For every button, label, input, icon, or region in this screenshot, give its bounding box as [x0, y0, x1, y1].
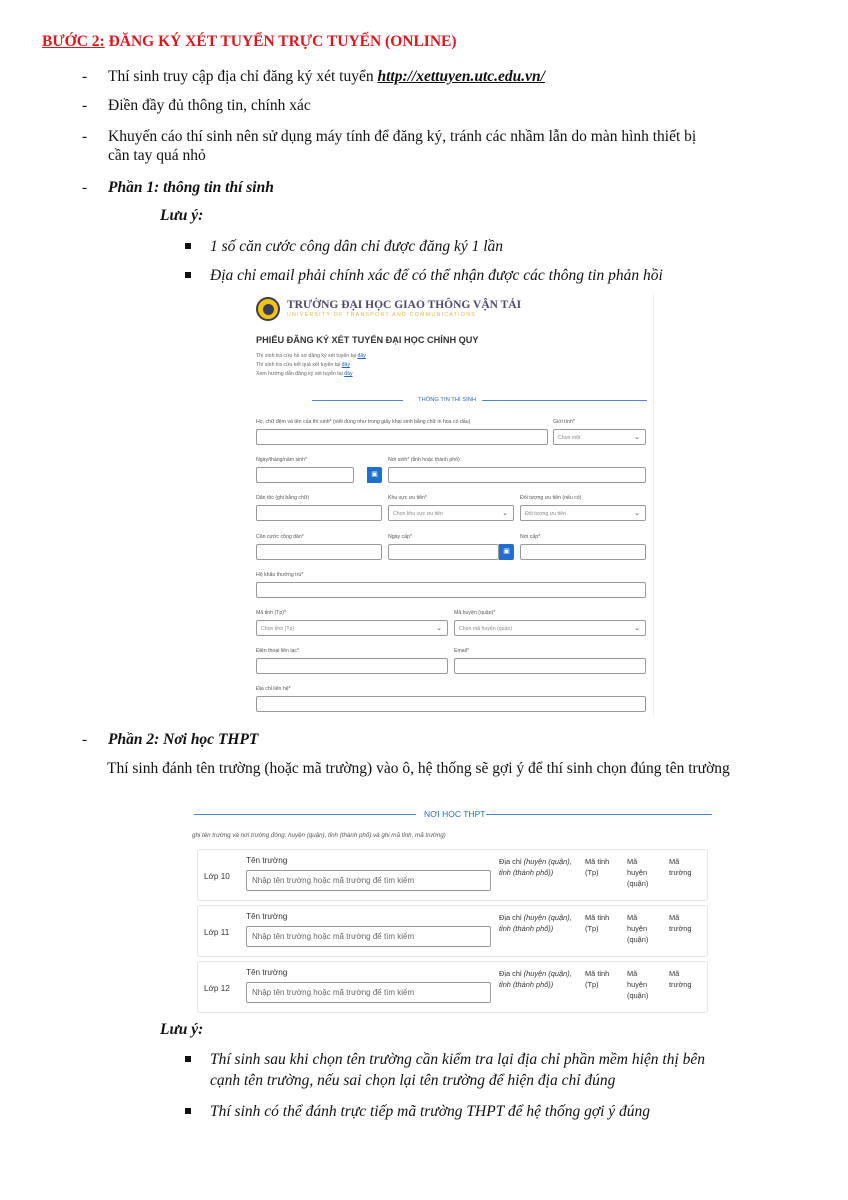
school-name-label: Tên trường [246, 856, 288, 865]
grade-label: Lớp 12 [204, 984, 230, 993]
school-search-input[interactable]: Nhập tên trường hoặc mã trường để tìm kiếm [246, 926, 491, 947]
school-search-input[interactable]: Nhập tên trường hoặc mã trường để tìm kiếm [246, 982, 491, 1003]
school-code-header [669, 856, 692, 878]
dob-input[interactable] [256, 467, 354, 483]
address-note: (huyện (quận), [523, 969, 572, 978]
square-bullet-icon [185, 243, 191, 249]
district-label: Mã huyện (quận)* [454, 610, 496, 616]
address-header [499, 912, 572, 934]
district-code-header [627, 968, 648, 1001]
address-label: Địa chỉ [499, 969, 522, 978]
school-code-label: Mã [669, 857, 680, 866]
chevron-down-icon: ⌄ [436, 625, 442, 632]
school-code-sub: trường [669, 980, 692, 989]
address-label: Địa chỉ [499, 913, 522, 922]
school-hint: ghi tên trường và nơi trường đóng: huyện (quận), tỉnh (thành phố) và ghi mã tỉnh, mã trường) [192, 832, 446, 839]
province-select[interactable] [256, 620, 448, 636]
section-divider [482, 400, 647, 401]
form-title: PHIẾU ĐĂNG KÝ XÉT TUYỂN ĐẠI HỌC CHÍNH QUY [256, 335, 479, 345]
issue-date-label: Ngày cấp* [388, 534, 412, 540]
gender-label: Giới tính* [553, 419, 575, 425]
province-label: Mã tỉnh (Tp)* [256, 610, 286, 616]
note2-item2-text: Thí sinh có thể đánh trực tiếp mã trường THPT để hệ thống gợi ý đúng [210, 1103, 651, 1120]
district-select-value: Chọn mã huyện (quận) [459, 626, 513, 632]
birthplace-input[interactable] [388, 467, 646, 483]
lookup-profile-link[interactable]: đây [357, 353, 366, 359]
lookup-result-text: Thí sinh tra cứu kết quả xét tuyển tại [256, 362, 341, 368]
square-bullet-icon [185, 1108, 191, 1114]
note2-title: Lưu ý: [160, 1021, 204, 1038]
step-label: BƯỚC 2: [42, 33, 105, 50]
school-code-sub: trường [669, 868, 692, 877]
document-page: BƯỚC 2: ĐĂNG KÝ XÉT TUYỂN TRỰC TUYẾN (ONLINE) - Thí sinh truy cập địa chỉ đăng ký xét tuyển http://xettuyen.utc.edu.vn/ - Điền đầy đủ thông tin, chính xác - Khuyến cáo thí sinh nên sử dụng máy tính để đăng ký, tránh các nhầm lẫn do màn hình thiết bị cần tay quá nhỏ - Phần 1: thông tin thí sinh Lưu ý: 1 số căn cước công dân chỉ được đăng ký 1 lần Địa chỉ email phải chính xác để có thể nhận được các thông tin phản hồi TRƯỜNG ĐẠI HỌC GIAO THÔNG VẬN TẢI UNIVERSITY OF TRANSPORT AND COMMUNICATIONS PHIẾU ĐĂNG KÝ XÉT TUYỂN ĐẠI HỌC CHÍNH QUY Thí sinh tra cứu hồ sơ đăng ký xét tuyển tại đây Thí sinh tra cứu kết quả xét tuyển tại đây Xem hướng dẫn đăng ký xét tuyển tại đây THÔNG TIN THÍ SINH Họ, chữ đệm và tên của thí sinh* (viết đúng như trong giấy khai sinh bằng chữ in hoa có dấu) Giới tính* Chọn một ⌄ Ngày/tháng/năm sinh* ▣ Nơi sinh* (tỉnh hoặc thành phố) Dân tộc (ghi bằng chữ) Khu vực ưu tiên* Chọn khu vực ưu tiên ⌄ Đối tượng ưu tiên (nếu có) Đối tượng ưu tiên ⌄ Căn cước công dân* Ngày cấp* ▣ Nơi cấp* Hộ khẩu thường trú* Mã tỉnh (Tp)* Chọn tỉnh (Tp) ⌄ Mã huyện (quận)* Chọn mã huyện (quận) ⌄ Điện thoại liên lạc* Email* Địa chỉ liên hệ* - Phần 2: Nơi học THPT Thí sinh đánh tên trường (hoặc mã trường) vào ô, hệ thống sẽ gợi ý để thí sinh chọn đúng tên trường NƠI HỌC THPT ghi tên trường và nơi trường đóng: huyện (quận), tỉnh (thành phố) và ghi mã tỉnh, mã trường) Lớp 10 Tên trường Nhập tên trường hoặc mã trường để tìm kiếm Địa chỉ (huyện (quận), tỉnh (thành phố)) Mã tỉnh (Tp) Mã huyện (quận) Mã trường Lớp 11 Tên trường Nhập tên trường hoặc mã trường để tìm kiếm Địa chỉ (huyện (quận), tỉnh (thành phố)) Mã tỉnh (Tp) Mã huyện (quận) Mã trường Lớp 12 Tên trường Nhập tên trường hoặc mã trường để tìm kiếm Địa chỉ (huyện (quận), tỉnh (thành phố)) Mã tỉnh (Tp) Mã huyện (quận) Mã trường Lưu ý: Thí sinh sau khi chọn tên trường cần kiểm tra lại địa chỉ phần mềm hiện thị bên cạnh tên trường, nếu sai chọn lại tên trường để hiện địa chỉ đúng Thí sinh có thể đánh trực tiếp mã trường THPT để hệ thống gợi ý đúng [0, 0, 848, 1200]
address-header [499, 968, 572, 990]
school-instruction: Thí sinh đánh tên trường (hoặc mã trường) vào ô, hệ thống sẽ gợi ý để thí sinh chọn đúng tên trường [107, 760, 730, 777]
ethnicity-label: Dân tộc (ghi bằng chữ) [256, 495, 310, 501]
note1-item-text: 1 số căn cước công dân chỉ được đăng ký 1 lần [210, 238, 504, 255]
district-code-sub-2: (quận) [627, 991, 649, 1000]
note2-item1-line1: Thí sinh sau khi chọn tên trường cần kiểm tra lại địa chỉ phần mềm hiện thị bên [210, 1051, 706, 1068]
province-code-sub: (Tp) [585, 868, 599, 877]
recommend-line2: cần tay quá nhỏ [108, 147, 206, 164]
province-code-label: Mã tỉnh [585, 857, 610, 866]
chevron-down-icon: ⌄ [634, 434, 640, 441]
school-code-label: Mã [669, 969, 680, 978]
issue-place-input[interactable] [520, 544, 646, 560]
district-code-label: Mã [627, 913, 638, 922]
section-divider [194, 814, 416, 815]
calendar-icon[interactable]: ▣ [367, 467, 382, 483]
calendar-icon[interactable]: ▣ [499, 544, 514, 560]
address-note-2: tỉnh (thành phố)) [499, 924, 554, 933]
school-search-input[interactable]: Nhập tên trường hoặc mã trường để tìm kiếm [246, 870, 491, 891]
district-code-sub-2: (quận) [627, 935, 649, 944]
university-logo-icon [256, 297, 280, 321]
address-note-2: tỉnh (thành phố)) [499, 868, 554, 877]
step-title: ĐĂNG KÝ XÉT TUYỂN TRỰC TUYẾN (ONLINE) [104, 33, 457, 50]
address-note-2: tỉnh (thành phố)) [499, 980, 554, 989]
residence-label: Hộ khẩu thường trú* [256, 572, 304, 578]
school-row [197, 905, 708, 957]
note1-item-text: Địa chỉ email phải chính xác để có thể nhận được các thông tin phản hồi [210, 267, 663, 284]
square-bullet-icon [185, 1056, 191, 1062]
recommend-line1: Khuyến cáo thí sinh nên sử dụng máy tính để đăng ký, tránh các nhầm lẫn do màn hình thiết bị [108, 128, 697, 145]
note1-title: Lưu ý: [160, 207, 204, 224]
university-name-en: UNIVERSITY OF TRANSPORT AND COMMUNICATIONS [287, 312, 477, 318]
grade-label: Lớp 10 [204, 872, 230, 881]
lookup-result-line [256, 362, 350, 368]
priority-area-label: Khu vực ưu tiên* [388, 495, 427, 501]
section-title: THÔNG TIN THÍ SINH [418, 397, 477, 403]
university-name: TRƯỜNG ĐẠI HỌC GIAO THÔNG VẬN TẢI [287, 299, 522, 311]
part2-heading: Phần 2: Nơi học THPT [108, 731, 259, 748]
id-card-label: Căn cước công dân* [256, 534, 304, 540]
district-code-header [627, 912, 648, 945]
school-code-sub: trường [669, 924, 692, 933]
issue-place-label: Nơi cấp* [520, 534, 541, 540]
gender-select[interactable] [553, 429, 646, 445]
bullet-recommend: - Khuyến cáo thí sinh nên sử dụng máy tính để đăng ký, tránh các nhầm lẫn do màn hình thiết bị cần tay quá nhỏ [82, 127, 822, 167]
birthplace-label: Nơi sinh* (tỉnh hoặc thành phố) [388, 457, 460, 463]
lookup-profile-line [256, 353, 366, 359]
lookup-result-link[interactable]: đây [341, 362, 351, 368]
school-code-header [669, 912, 692, 934]
email-input[interactable] [454, 658, 646, 674]
address-header [499, 856, 572, 878]
guide-line [256, 371, 353, 377]
priority-object-select[interactable] [520, 505, 646, 521]
note2-item1-line2: cạnh tên trường, nếu sai chọn lại tên trường để hiện địa chỉ đúng [210, 1072, 616, 1089]
province-code-sub: (Tp) [585, 980, 599, 989]
id-card-input[interactable] [256, 544, 382, 560]
school-row [197, 961, 708, 1013]
district-code-label: Mã [627, 857, 638, 866]
phone-label: Điện thoại liên lạc* [256, 648, 299, 654]
province-code-label: Mã tỉnh [585, 913, 610, 922]
dash: - [82, 68, 88, 85]
phone-input[interactable] [256, 658, 448, 674]
fullname-input[interactable] [256, 429, 548, 445]
chevron-down-icon: ⌄ [634, 510, 640, 517]
residence-input[interactable] [256, 582, 646, 598]
square-bullet-icon [185, 272, 191, 278]
part1-heading: Phần 1: thông tin thí sinh [108, 179, 274, 196]
address-note: (huyện (quận), [523, 913, 572, 922]
note2-item [185, 1049, 825, 1093]
address-note: (huyện (quận), [523, 857, 572, 866]
access-text: Thí sinh truy cập địa chỉ đăng ký xét tuyển [108, 68, 378, 85]
registration-form-screenshot [251, 293, 654, 716]
district-code-sub: huyện [627, 924, 648, 933]
school-name-label: Tên trường [246, 912, 288, 921]
lookup-profile-text: Thí sinh tra cứu hồ sơ đăng ký xét tuyển tại [256, 353, 357, 359]
contact-address-input[interactable] [256, 696, 646, 712]
issue-date-input[interactable] [388, 544, 499, 560]
school-section-title: NƠI HỌC THPT [424, 809, 486, 819]
fullname-label: Họ, chữ đệm và tên của thí sinh* (viết đúng như trong giấy khai sinh bằng chữ in hoa có dấu) [256, 419, 471, 425]
district-code-sub: huyện [627, 980, 648, 989]
district-code-header [627, 856, 648, 889]
section-divider [486, 814, 712, 815]
grade-label: Lớp 11 [204, 928, 230, 937]
address-label: Địa chỉ [499, 857, 522, 866]
priority-object-value: Đối tượng ưu tiên [525, 511, 566, 517]
fill-text: Điền đầy đủ thông tin, chính xác [108, 97, 311, 114]
contact-address-label: Địa chỉ liên hệ* [256, 686, 291, 692]
province-code-header [585, 856, 609, 878]
province-code-header [585, 912, 609, 934]
priority-area-value: Chọn khu vực ưu tiên [393, 511, 443, 517]
school-name-label: Tên trường [246, 968, 288, 977]
ethnicity-input[interactable] [256, 505, 382, 521]
district-code-sub: huyện [627, 868, 648, 877]
school-code-label: Mã [669, 913, 680, 922]
section-divider [312, 400, 403, 401]
school-info-screenshot [184, 803, 712, 1011]
province-code-sub: (Tp) [585, 924, 599, 933]
guide-text: Xem hướng dẫn đăng ký xét tuyển tại [256, 371, 343, 377]
priority-object-label: Đối tượng ưu tiên (nếu có) [520, 495, 582, 501]
province-code-header [585, 968, 609, 990]
email-label: Email* [454, 648, 469, 654]
access-url-link[interactable]: http://xettuyen.utc.edu.vn/ [377, 68, 545, 85]
step-heading [42, 33, 457, 51]
chevron-down-icon: ⌄ [634, 625, 640, 632]
school-row [197, 849, 708, 901]
dob-label: Ngày/tháng/năm sinh* [256, 457, 308, 463]
district-code-label: Mã [627, 969, 638, 978]
guide-link[interactable]: đây [344, 371, 353, 377]
district-code-sub-2: (quận) [627, 879, 649, 888]
province-code-label: Mã tỉnh [585, 969, 610, 978]
priority-area-select[interactable] [388, 505, 514, 521]
province-select-value: Chọn tỉnh (Tp) [261, 626, 295, 632]
district-select[interactable] [454, 620, 646, 636]
gender-select-value: Chọn một [558, 435, 581, 441]
school-code-header [669, 968, 692, 990]
chevron-down-icon: ⌄ [502, 510, 508, 517]
